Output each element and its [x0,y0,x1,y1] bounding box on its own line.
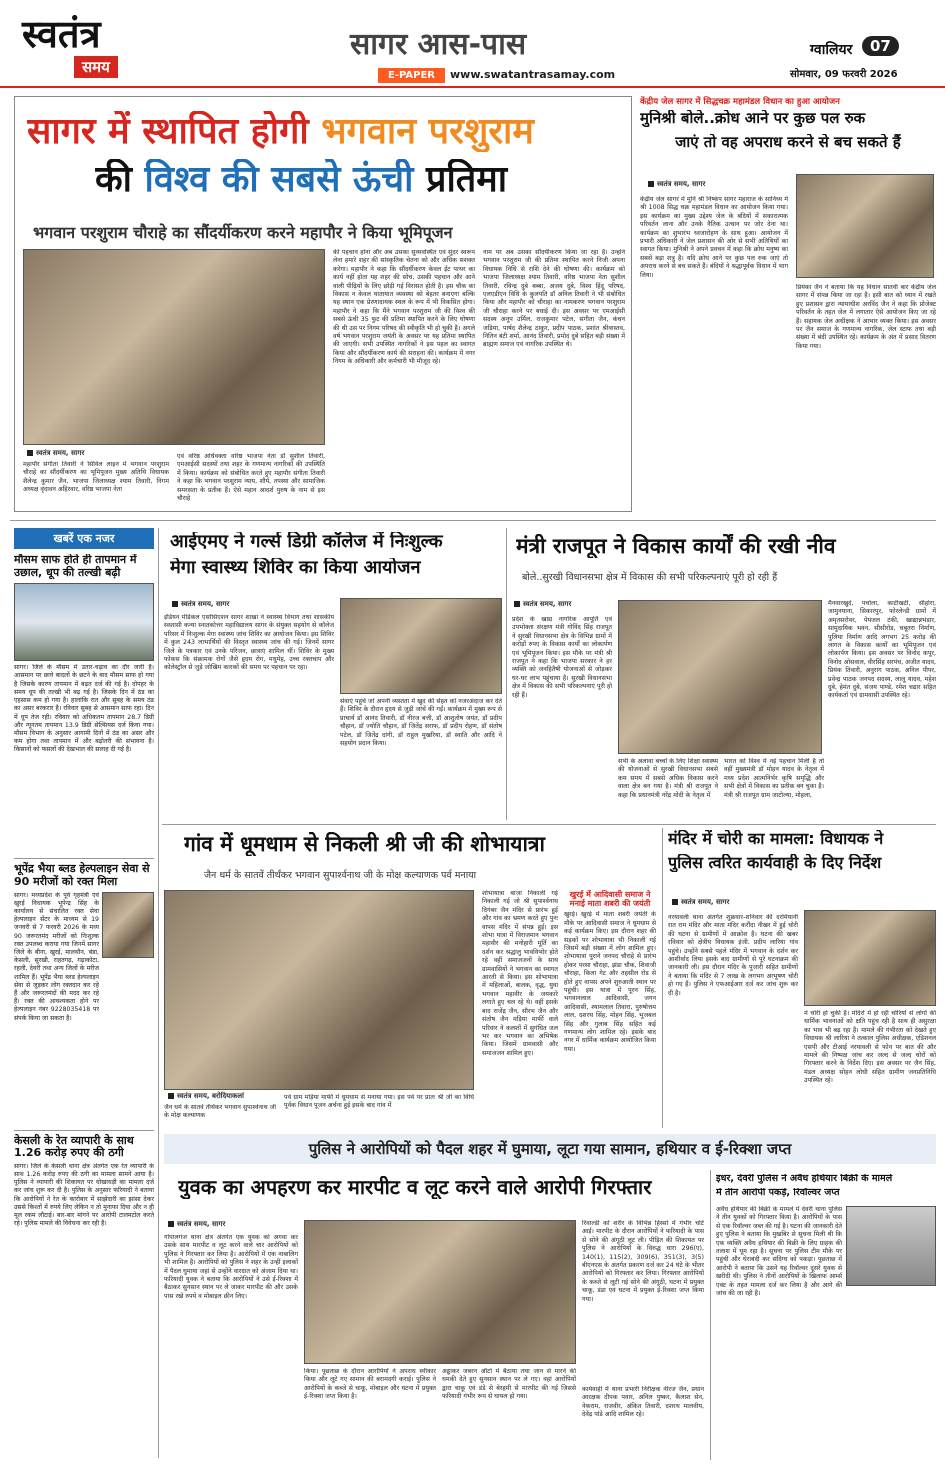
epaper-label: E-PAPER [378,68,445,83]
divider [158,528,159,1458]
lead-subheadline: भगवान परशुराम चौराहे का सौंदर्यीकरण करने महापौर ने किया भूमिपूजन [33,223,453,242]
brief-tag: खबरें एक नजर [14,528,154,549]
minister-col-2: सभी के अलावा बच्चों के लिए शिक्षा स्वास्थ्य की योजनाओं से सुरखी विधानसभा सबसे कम समय में सबसे अधिक विकास करने वाला क्षेत्र बन गया है। मंत्री श्री राजपूत ने कहा कि प्रधानमंत्री नरेंद्र मोदी के नेतृत्व में [618,758,718,799]
arms-story [716,1170,936,1460]
temple-headline-1: मंदिर में चोरी का मामला: विधायक ने [668,830,884,848]
procession-subheadline: जैन धर्म के सातवें तीर्थंकर भगवान सुपार्श्वनाथ जी के मोक्ष कल्याणक पर्व मनाया [204,870,477,881]
arms-text: अवैध हथियार की बिक्री के मामले में देवरी थाना पुलिस ने तीन युवकों को गिरफ्तार किया है। आरोपियों के पास से एक रिवॉल्वर जब्त की गई है। घटना की जानकारी देते हुए पुलिस ने बताया कि मुखबिर से सूचना मिली थी कि एक व्यक्ति अवैध हथियार की बिक्री के लिए ग्राहक की तलाश में घूम रहा है। सूचना पर पुलिस टीम मौके पर पहुंची और घेराबंदी कर संदिग्ध को पकड़ा। पूछताछ में आरोपी ने बताया कि उसने यह रिवॉल्वर दूसरे युवक से खरीदी थी। पुलिस ने तीनों आरोपियों के खिलाफ आर्म्स एक्ट के तहत मामला दर्ज कर लिया है और आगे की जांच की जा रही है। [716,1206,842,1298]
procession-col-1: पर्व ग्राम मड़िया मार्फी में धूमधाम से मनाया गया। इस पर्व पर प्रातः श्री जी का विधि पूर्वक विधान पूजन अर्चना हुई इसके बाद गांव में [284,1094,474,1110]
lead-headline-2: की विश्व की सबसे ऊंची प्रतिमा [95,159,508,200]
kidnap-col-4: रिवाल्डी को शरीर के विभिन्न हिस्सों में गंभीर चोटें आई। मारपीट के दौरान आरोपियों ने फरियादी के पास से सोने की अंगूठी लूट ली। पीड़ित की शिकायत पर पुलिस ने आरोपियों के विरुद्ध धारा 296(ए), 140(1), 115(2), 309(6), 351(3), 3(5) बीएनएस के अंतर्गत प्रकरण दर्ज कर 24 घंटे के भीतर आरोपियों को गिरफ्तार कर लिया। गिरफ्तार आरोपियों के कब्जे से लूटी गई सोने की अंगूठी, घटना में प्रयुक्त चाकू, डंडा एवं घटना में प्रयुक्त ई-रिक्शा जप्त किया गया। [582,1220,704,1303]
blood-text: सागर। मध्यप्रदेश के पूर्व गृहमंत्री एवं खुरई विधायक भूपेन्द्र सिंह के कार्यालय से संचालित रक्त सेवा हेल्पलाइन सेंटर के माध्यम से 19 जनवरी से 7 फरवरी 2026 के मध्य 90 जरूरतमंद मरीजों को निःशुल्क रक्त उपलब्ध कराया गया जिनमें सागर जिले के बीना, खुरई, मालथौन, बंडा, केसली, सुरखी, राहतगढ़, गढ़ाकोटा, रहली, देवरी तथा अन्य जिलों के मरीज शामिल हैं। भूपेंद्र भैया ब्लड हेल्पलाइन सेवा से जुड़कर लोग रक्तदान कर रहे हैं और जरूरतमंदों की मदद कर रहे हैं। रक्त की आवश्यकता होने पर हेल्पलाइन नंबर 9228035418 पर संपर्क किया जा सकता है। [14,891,99,1022]
camp-photo [340,598,502,694]
minister-subheadline: बोले..सुरखी विधानसभा क्षेत्र में विकास की सभी परिकल्पनाएं पूरी हो रही हैं [522,572,778,583]
divider [506,528,507,820]
lead-col-4: नाम पर अब उसका सौंदर्यीकरण किया जा रहा है। उन्होंने भगवान परशुराम जी की प्रतिमा स्थापित करने निजी अपना विधायक निधि से राशि देने की घोषणा की। कार्यक्रम को भाजपा जिलाध्यक्ष श्याम तिवारी, वरिष्ठ भाजपा नेता सुशील तिवारी, रविन्द्र दुबे बब्बा, अजय दुबे, विश्व हिंदू परिषद, एलएडीएन विधि के कुलपति डॉ अनिल तिवारी ने भी संबोधित किया और महापौर को चौराहा का नामकरण भगवान परशुराम जी चौराहा करने पर बधाई दी। इस अवसर पर एमआईसी सदस्य अनूप उर्मिल, राजकुमार पटेल, संगीता जैन, कंचन जडिया, पार्षद शैलेन्द्र ठाकुर, प्रदीप पाठक, प्रशांत श्रीवास्तव, नितिन बंटी शर्मा, आनंद तिवारी, प्रमोद दुबे सहित बड़ी संख्या में ब्राह्मण समाज एवं नागरिक उपस्थित थे। [483,249,625,349]
jail-story [640,96,936,512]
kidnap-story [164,1170,704,1460]
trader-text: सागर। जिले के केसली थाना क्षेत्र अंतर्गत एक रेत व्यापारी के साथ 1.26 करोड़ रुपए की ठगी का मामला सामने आया है। पुलिस ने व्यापारी की शिकायत पर धोखाधड़ी का मामला दर्ज कर जांच शुरू कर दी है। पुलिस के अनुसार फरियादी ने बताया कि आरोपियों ने रेत के कारोबार में साझेदारी का झांसा देकर उससे किश्तों में रुपये लिए लेकिन न तो मुनाफा दिया और न ही मूल रकम लौटाई। बार-बार मांगने पर आरोपी टालमटोल करते रहे। पुलिस मामले की विवेचना कर रही है। [14,1162,154,1228]
minister-byline: स्वतंत्र समय, सागर [514,600,571,609]
procession-headline: गांव में धूमधाम से निकली श्री जी की शोभायात्रा [184,832,545,856]
lead-headline-1: सागर में स्थापित होगी भगवान परशुराम [27,111,534,152]
blood-headline: भूपेंद्र भैया ब्लड हेल्पलाइन सेवा से 90 मरीजों को रक्त मिला [14,858,154,888]
jail-headline-2: जाएं तो वह अपराध करने से बच सकते हैं [675,134,901,151]
masthead [0,0,945,88]
minister-col-4: मैनवारखुर्द, पचोला, काटीखटी, सीहोरा, जामुनघाना, सिकारपुर, फोरलेन्डी ग्रामों में अमृतसरोवर, पेयजल टंकी, खाद्यान्नभंडार, सामुदायिक भवन, सीसीरोड, चबूतरा निर्माण, पुलिया निर्माण आदि लगभग 25 करोड़ की लागत के विकास कार्यों का भूमिपूजन एवं लोकार्पण किया। इस अवसर पर विनोद कपूर, विनोद ओसवाल, वीरसिंह सरपंच, अजीत यादव, प्रियंक तिवारी, अनुराग पाठक, अनिल पीपर, प्रवेन्द्र पाठक जनपद सदस्य, लालू यादव, महेश दुबे, हेमंत दुबे, संजय पाण्डे, रमेश चढार सहित कार्यकर्ता एवं ग्रामवासी उपस्थित रहे। [828,600,936,700]
procession-byline: स्वतंत्र समय, बरोदियाकलां [168,1092,244,1101]
weather-headline: मौसम साफ होते ही तापमान में उछाल, धूप की तल्खी बढ़ी [14,554,137,579]
arms-headline-2: में तीन आरोपी पकड़े, रिवॉल्वर जप्त [716,1188,840,1198]
camp-story [164,528,502,820]
kidnap-col-3: अड्डाकर जबरन ऑटो में बैठाया तथा जान से मारने की धमकी देते हुए सुनसान स्थान पर ले गए। वहां आरोपियों द्वारा चाकू एवं डंडे से बेरहमी से मारपीट की गई जिससे फरियादी गंभीर रूप से घायल हो गया। [442,1368,576,1401]
jail-photo [796,174,934,278]
temple-story [668,828,936,1128]
logo-top: स्वतंत्र [22,12,101,56]
lead-col-3: की पहचान होना और अब उसका सुव्यवस्थित एवं सुंदर स्वरूप लेना हमारे शहर की सांस्कृतिक चेतना को और अधिक सशक्त करेगा। महापौर ने कहा कि सौंदर्यीकरण केवल ईंट पत्थर का कार्य नहीं होता यह शहर की सोच, उसकी पहचान और आने वाली पीढ़ियों के लिए छोड़ी गई विरासत होती है। इस चौक का विकास न केवल यातायात व्यवस्था को बेहतर बनाएगा बल्कि यह स्थान एक प्रेरणादायक स्थल के रूप में भी विकसित होगा। महापौर ने कहा कि मैंने भगवान परशुराम जी की विश्व की सबसे ऊंची 35 फुट की प्रतिमा स्थापित करने के लिए घोषणा की थी उस पर निगम परिषद की स्वीकृति भी हो चुकी है। अगले वर्ष भगवान परशुराम जयंती के अवसर पर यह प्रतिमा स्थापित की जाएगी। सभी उपस्थित नागरिकों ने इस पहल का स्वागत किया और सौंदर्यीकरण कार्य की सराहना की। कार्यक्रम में नगर निगम के अधिकारी और कर्मचारी भी मौजूद रहे। [333,249,475,366]
lead-byline: स्वतंत्र समय, सागर [27,449,84,458]
logo-bottom: समय [74,56,118,78]
city-label: ग्वालियर [810,42,853,58]
tribal-text: खुरई। खुरई में माता शबरी जयंती के मौके पर आदिवासी समाज ने धूमधाम से कई कार्यक्रम किए। इस दौरान शहर की सड़कों पर शोभायात्रा भी निकाली गई जिसमें बड़ी संख्या में लोग शामिल हुए। शोभायात्रा पुराने जनपद चौराहे से प्रारंभ होकर परसा चौराहा, झंडा चौक, शिवाजी चौराहा, किला गेट और तहसील रोड से होते हुए वापस अपने शुरुआती स्थान पर पहुंची। इस यात्रा में पूरन सिंह, भगवानलाल आदिवासी, जगन आदिवासी, श्यामलाल तिवारा, पुरुषोत्तम लाल, दशरथ सिंह, मोहन सिंह, भुजबल सिंह और गुलाब सिंह सहित कई गणमान्य लोग शामिल रहे। इसके बाद नगर में धार्मिक कार्यक्रम आयोजित किया गया। [564,911,656,1053]
temple-headline-2: पुलिस त्वरित कार्यवाही के दिए निर्देश [668,854,882,872]
temple-col-1: नरयावली थाना अंतर्गत शुक्रवार-शनिवार की दरमियानी रात राम मंदिर और माता मंदिर करौंदा नीखर में हुई चोरी की घटना से ग्रामीणों में आक्रोश है। घटना की खबर रविवार को क्षेत्रीय विधायक इंजी. प्रदीप लारिया गांव पहुंचे। उन्होंने सबसे पहले मंदिर में भगवान के दर्शन कर आशीर्वाद लिया इसके बाद ग्रामीणों से पूरे घटनाक्रम की जानकारी ली। इस दौरान मंदिर के पुजारी सहित ग्रामीणों ने बताया कि मंदिर से 7 लाख के लगभग आभूषण चोरी हो गए हैं। पुलिस ने एफआईआर दर्ज कर जांच शुरू कर दी है। [668,914,798,997]
tribal-box [564,890,656,1126]
jail-byline: स्वतंत्र समय, सागर [648,180,705,189]
site-url[interactable]: www.swatantrasamay.com [450,68,616,81]
arms-headline-1: इधर, देवरी पुलिस ने अवैध हथियार बिक्री के मामले [716,1174,893,1184]
jail-headline-1: मुनिश्री बोले..क्रोध आने पर कुछ पल रुक [640,110,866,127]
minister-story [512,528,936,820]
camp-headline-2: मेगा स्वास्थ्य शिविर का किया आयोजन [170,558,421,578]
police-banner: पुलिस ने आरोपियों को पैदल शहर में घुमाया, लूटा गया सामान, हथियार व ई-रिक्शा जप्त [164,1134,936,1164]
arms-photo [846,1206,936,1286]
lead-col-1: महापौर संगीता तिवारी ने सिविल लाइन में भगवान परशुराम चौराहे का सौंदर्यीकरण का भूमिपूजन मुख्य अतिथि विधायक शैलेन्द्र कुमार जैन, भाजपा जिलाध्यक्ष श्याम तिवारी, निगम अध्यक्ष वृंदावन अहिरवार, वरिष्ठ भाजपा नेता [23,461,169,494]
kidnap-photo [304,1220,576,1364]
weather-text: सागर। जिले के मौसम में उतार-चढ़ाव का दौर जारी है। आसमान पर छाये बादलों के छटने के बाद मौसम साफ हो गया है जिसके कारण तापमान में बढ़त दर्ज की गई है। दोपहर के समय धूप की तल्खी भी बढ़ गई है। जिसके दिन में ठंड का एहसास कम हो गया है। हालांकि रात और सुबह के समय ठंड का असर बरकरार है। रविवार सुबह से आसमान साफ रहा। दिन में धूप तेज रही। रविवार को अधिकतम तापमान 28.7 डिग्री और न्यूनतम तापमान 13.9 डिग्री सेल्सियस दर्ज किया गया। मौसम विभाग के अनुसार आगामी दिनों में ठंड का असर और कम होगा तथा तापमान में और बढ़ोतरी की संभावना है। किसानों को फसलों की देखभाल की सलाह दी गई है। [14,664,154,754]
procession-photo [164,890,474,1090]
temple-col-2: में चोरी हो चुकी है। मंदिरों में हो रही चोरियों से लोगों की धार्मिक भावनाओं को क्षति पहुंच रही है साथ ही असुरक्षा का भाव भी बढ़ रहा है। मामले की गंभीरता को देखते हुए विधायक श्री लारिया ने तत्काल पुलिस अधीक्षक, एडिशनल एसपी और टीआई नरयावली से फोन पर बात की और मामले की निष्पक्ष जांच कर जल्द से जल्द चोरों को गिरफ्तार करने के निर्देश दिए। इस अवसर पर जैन सिंह, मंडल अध्यक्ष सोहन लोधी सहित ग्रामीण जनप्रतिनिधि उपस्थित रहे। [804,1010,936,1085]
procession-col-2: शोभायात्रा बाजा निकाली गई निकाली गई जो श्री सुपार्श्वनाथ दिगंबर जैन मंदिर से प्रारंभ हुई और गांव का भ्रमण करते हुए पुनः वापस मंदिर में संपन्न हुई। इस शोभा यात्रा में विराजमान भगवान महावीर की मनोहारी मूर्ति का दर्शन कर श्रद्धालु भावविभोर होते रहे वहीं समाजजनों के साथ ग्रामवासियों ने भगवान का स्वागत आरती से किया। इस शोभायात्रा में महिलाओं, बालक, वृद्ध, युवा भगवान महावीर के जयकारे लगाते हुए चल रहे थे। वहीं इसके बाद राजेंद्र जैन, सौरभ जैन और संतोष जैन मड़िया मार्फी वाले परिवार ने कलशों में सुगंधित जल भर कर भगवान का अभिषेक किया। जिसमें ग्रामवासी और समाजजन शामिल हुए। [482,890,558,1057]
camp-byline: स्वतंत्र समय, सागर [172,600,229,609]
divider [710,1170,711,1460]
camp-col-1: इंडियन मेडिकल एसोसिएशन सागर शाखा ने स्वास्थ्य विभाग तथा शासकीय स्वशासी कन्या स्नातकोत्तर महाविद्यालय सागर के संयुक्त सहयोग से कॉलेज परिसर में निःशुल्क मेगा स्वास्थ्य जांच शिविर का आयोजन किया। इस शिविर में कुल 243 लाभार्थियों की विस्तृत स्वास्थ्य जांच की गई। जिनमें सागर जिले के पत्रकार एवं उनके परिजन, छात्राएं शामिल थीं। शिविर के मुख्य फोकस कि संक्रामक रोगों जैसे हृदय रोग, मधुमेह, उच्च रक्तचाप और कोलेस्ट्रॉल से जुड़े जोखिम कारकों की समय पर पहचान पर रहा। [164,614,334,672]
lead-col-2: एवं वरिष्ठ अधिवक्ता वरिष्ठ भाजपा नेता डॉ सुशील तिवारी, एमआईसी सदस्यों तथा शहर के गणमान्य नागरिकों की उपस्थिति में किया। कार्यक्रम को संबोधित करते हुए महापौर संगीता तिवारी ने कहा कि भगवान परशुराम न्याय, शौर्य, तपस्या और सामाजिक समरसता के प्रतीक हैं। ऐसे महान आदर्श पुरुष के नाम से इस चौराहे [177,453,325,503]
kidnap-headline: युवक का अपहरण कर मारपीट व लूट करने वाले आरोपी गिरफ्तार [178,1176,652,1199]
lead-story [14,96,632,512]
kidnap-col-1: गोपालगंज थाना क्षेत्र अंतर्गत एक युवक को अगवा कर उसके साथ मारपीट व लूट करने वाले चार आरोपियों को पुलिस ने गिरफ्तार कर लिया है। आरोपियों में एक नाबालिग भी शामिल है। आरोपियों को पुलिस ने शहर के उन्हीं इलाकों में पैदल घुमाया जहां से उन्होंने वारदात को अंजाम दिया था। फरियादी युवक ने बताया कि आरोपियों ने उसे ई-रिक्शा में बैठाकर सुनसान स्थान पर ले जाकर मारपीट की और उसके पास रखे रुपये व मोबाइल छीन लिए। [164,1234,298,1300]
procession-story [164,828,656,1128]
minister-col-1: प्रदेश के खाद्य नागरिक आपूर्ति एवं उपभोक्ता संरक्षण मंत्री गोविंद सिंह राजपूत ने सुरखी विधानसभा क्षेत्र के विभिन्न ग्रामों में करोड़ों रुपए के विकास कार्यों का लोकार्पण एवं भूमिपूजन किया। इस मौके पर मंत्री श्री राजपूत ने कहा कि भाजपा सरकार ने हर व्यक्ति को जनहितैषी योजनाओं से जोड़कर घर-घर लाभ पहुंचाया है। सुरखी विधानसभा क्षेत्र में विकास की सभी परिकल्पनाएं पूरी हो रही हैं। [512,616,612,699]
trader-headline: केसली के रेत व्यापारी के साथ 1.26 करोड़ रुपए की ठगी [14,1130,154,1160]
kidnap-byline: स्वतंत्र समय, सागर [168,1220,225,1229]
weather-photo [14,583,154,661]
divider [10,520,936,521]
kidnap-col-5: कार्यवाही में थाना प्रभारी निरीक्षक नीरज जैन, प्रधान आरक्षक दीपक पवार, अनिल पुष्कर, कैलाश सेन, नेकराम, राजवीर, अंकित तिवारी, दशरथ मालवीय, देवेंद्र पांडे आदि शामिल रहे। [582,1386,704,1419]
jail-col-1: केंद्रीय जेल सागर में मुनि श्री निष्कंप सागर महाराज के सानिध्य में श्री 1008 सिद्ध चक्र महामंडल विधान का आयोजन किया गया। इस कार्यक्रम का मुख्य उद्देश्य जेल के बंदियों में सकारात्मक परिवर्तन लाना और उनके नैतिक उत्थान पर जोर देना था। कार्यक्रम का शुभारंभ ध्वजारोहण के साथ हुआ। आयोजन में प्रभारी अधिकारी ने जेल प्रशासन की ओर से सभी अतिथियों का स्वागत किया। मुनिश्री ने अपने प्रवचन में कहा कि क्रोध मनुष्य का सबसे बड़ा शत्रु है। यदि क्रोध आने पर कुछ पल रुक जाएं तो अपराध करने से बच सकते हैं। बंदियों ने श्रद्धापूर्वक विधान में भाग लिया। [640,196,788,279]
issue-date: सोमवार, 09 फरवरी 2026 [790,69,898,80]
camp-headline-1: आईएमए ने गर्ल्स डिग्री कॉलेज में निःशुल्क [170,532,443,552]
tribal-headline-2: मनाई माता शबरी की जयंती [569,899,651,909]
blood-photo [102,892,154,958]
temple-photo [804,910,936,1006]
page-number: 07 [862,36,899,56]
procession-caption: जैन धर्म के सातवें तीर्थंकर भगवान सुपार्श्वनाथ जी के मोक्ष कल्याणक [164,1104,276,1120]
camp-col-2: सेवाएं पहुंचे जो अपनी व्यस्तता में खुद की सेहत को नजरअंदाज कर देते हैं। शिविर के दौरान हृदय से जुड़ी जांचें की गईं। कार्यक्रम में मुख्य रूप से प्राचार्य डॉ आनंद तिवारी, डॉ नीरज बत्ती, डॉ आशुतोष जयंत, डॉ प्रदीप चौहान, डॉ ज्योति चौहान, डॉ जितेंद्र सराफ, डॉ प्रदीप रोहण, डॉ संतोष पटेल, डॉ जितेंद्र दांगी, डॉ राहुल मुखरिया, डॉ स्वाति और आदि ने सहयोग प्रदान किया। [340,698,502,748]
jail-kicker: केंद्रीय जेल सागर में सिद्धचक्र महामंडल विधान का हुआ आयोजन [640,97,840,107]
jail-col-2: प्रियंका जैन ने बताया कि यह विधान सातवीं बार केंद्रीय जेल सागर में संपन्न किया जा रहा है। इसी बात को ध्यान में रखते हुए प्रशासन द्वारा न्यायाधीश अरविंद जैन ने कहा कि प्रोजेक्ट परिवर्तन के तहत जेल में लगातार ऐसे आयोजन किए जा रहे हैं। सहायक जेल अधीक्षक ने आभार व्यक्त किया। इस अवसर पर जैन समाज के गणमान्य नागरिक, जेल स्टाफ तथा बड़ी संख्या में बंदी उपस्थित रहे। कार्यक्रम के अंत में प्रसाद वितरण किया गया। [796,284,936,350]
temple-byline: स्वतंत्र समय, सागर [672,898,729,907]
divider [162,824,936,825]
section-title: सागर आस-पास [350,27,527,62]
minister-photo [618,600,822,754]
lead-photo [23,249,325,445]
kidnap-col-2: किया। पूछताछ के दौरान आरोपियों ने अपराध स्वीकार किया और लूटे गए सामान की बरामदगी कराई। पुलिस ने आरोपियों के कब्जे से चाकू, मोबाइल और घटना में प्रयुक्त ई-रिक्शा जप्त किया है। [304,1368,436,1401]
divider [662,828,663,1128]
minister-col-3: भारत को विश्व में नई पहचान मिली है तो वहीं मुख्यमंत्री डॉ मोहन यादव के नेतृत्व में मध्य प्रदेश आत्मनिर्भर कृषि समृद्धि और सभी क्षेत्रों में विकास का प्रतीक बन चुका है। मंत्री श्री राजपूत ग्राम जाटोल्या, मोहला, [724,758,824,799]
tribal-headline-1: खुरई में आदिवासी समाज ने [569,890,651,899]
masthead-rule [0,86,945,88]
logo [22,14,162,80]
news-brief-column [14,528,154,1458]
minister-headline: मंत्री राजपूत ने विकास कार्यों की रखी नीव [516,534,836,558]
